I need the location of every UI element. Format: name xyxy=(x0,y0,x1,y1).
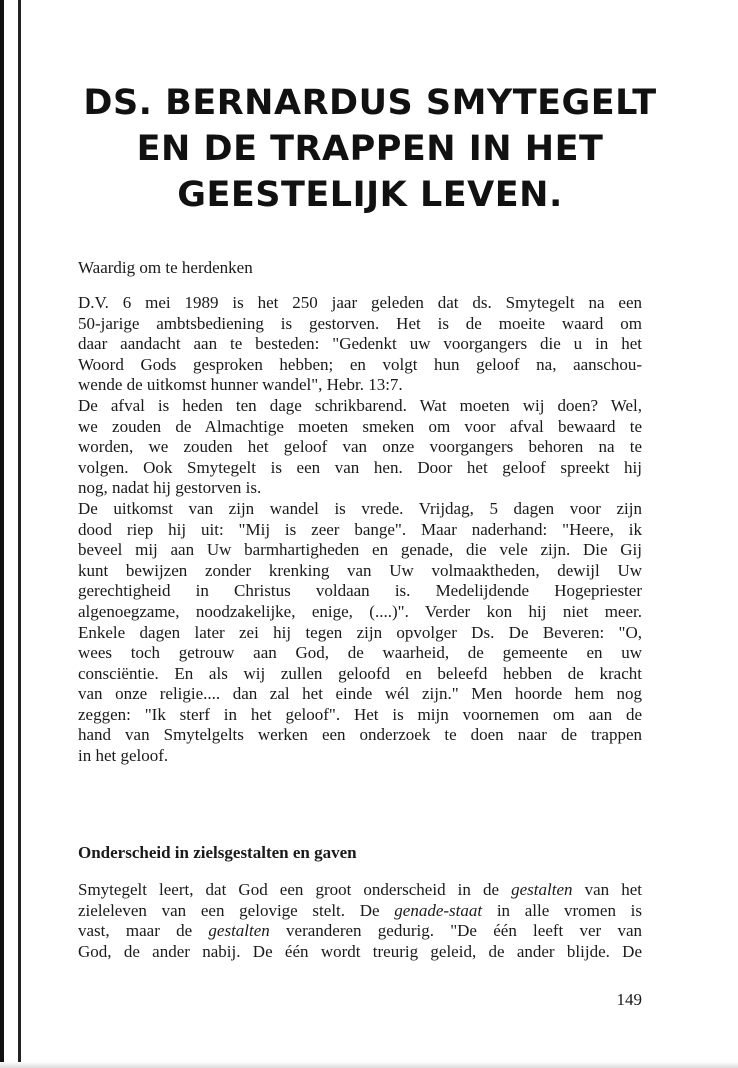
article-title xyxy=(60,80,680,218)
text-line: nog, nadat hij gestorven is. xyxy=(78,478,262,498)
text-line: wende de uitkomst hunner wandel", Hebr. 13:7. xyxy=(78,375,403,395)
page-gutter-line xyxy=(18,0,21,1068)
text-line: zeggen: "Ik sterf in het geloof". Het is mijn voornemen om aan de xyxy=(78,704,642,724)
text-line: wees toch getrouw aan God, de waarheid, de gemeente en uw xyxy=(78,643,642,663)
page-number: 149 xyxy=(616,990,642,1009)
text-line: God, de ander nabij. De één wordt treurig geleid, de ander blijde. De xyxy=(78,941,642,961)
section-heading-onderscheid: Onderscheid in zielsgestalten en gaven xyxy=(78,843,357,862)
text-line: gerechtigheid in Christus voldaan is. Medelijdende Hogepriester xyxy=(78,581,642,601)
title-line: EN DE TRAPPEN IN HET xyxy=(136,129,604,169)
page-edge-left xyxy=(0,0,4,1068)
text-line: in het geloof. xyxy=(78,746,169,766)
text-line: 50-jarige ambtsbediening is gestorven. Het is de moeite waard om xyxy=(78,313,642,333)
section-heading-waardig: Waardig om te herdenken xyxy=(78,258,253,277)
text-line: vast, maar de gestalten veranderen gedurig. "De één leeft ver van xyxy=(78,921,642,941)
text-line: Enkele dagen later zei hij tegen zijn opvolger Ds. De Beveren: "O, xyxy=(78,622,642,642)
text-line: algenoegzame, noodzakelijke, enige, (....)". Verder kon hij niet meer. xyxy=(78,601,642,621)
title-line: GEESTELIJK LEVEN. xyxy=(177,175,563,215)
title-line: DS. BERNARDUS SMYTEGELT xyxy=(83,83,657,123)
text-line: volgen. Ook Smytegelt is een van hen. Door het geloof spreekt hij xyxy=(78,457,642,477)
text-line: zieleleven van een gelovige stelt. De genade-staat in alle vromen is xyxy=(78,900,642,920)
text-line: De uitkomst van zijn wandel is vrede. Vrijdag, 5 dagen voor zijn xyxy=(78,498,642,518)
text-line: worden, we zouden het geloof van onze voorgangers behoren na te xyxy=(78,437,642,457)
page-bottom-shadow xyxy=(0,1062,738,1068)
text-line: hand van Smytelgelts werken een onderzoek te doen naar de trappen xyxy=(78,725,642,745)
text-line: consciëntie. En als wij zullen geloofd en beleefd hebben de kracht xyxy=(78,663,642,683)
text-line: kunt bewijzen zonder krenking van Uw volmaaktheden, dewijl Uw xyxy=(78,560,642,580)
section-body-waardig xyxy=(78,293,642,767)
text-line: De afval is heden ten dage schrikbarend. Wat moeten wij doen? Wel, xyxy=(78,395,642,415)
text-line: beveel mij aan Uw barmhartigheden en genade, die vele zijn. Die Gij xyxy=(78,540,642,560)
text-line: dood riep hij uit: "Mij is zeer bange". Maar naderhand: "Heere, ik xyxy=(78,519,642,539)
text-line: van onze religie.... dan zal het einde wél zijn." Men hoorde hem nog xyxy=(78,684,642,704)
text-line: daar aandacht aan te besteden: "Gedenkt uw voorgangers die u in het xyxy=(78,334,642,354)
text-line: D.V. 6 mei 1989 is het 250 jaar geleden dat ds. Smytegelt na een xyxy=(78,293,642,312)
text-line: Smytegelt leert, dat God een groot onderscheid in de gestalten van het xyxy=(78,880,642,899)
section-body-onderscheid xyxy=(78,880,642,962)
text-line: we zouden de Almachtige moeten smeken om voor afval bewaard te xyxy=(78,416,642,436)
text-line: Woord Gods gesproken hebben; en volgt hun geloof na, aanschou- xyxy=(78,354,642,374)
